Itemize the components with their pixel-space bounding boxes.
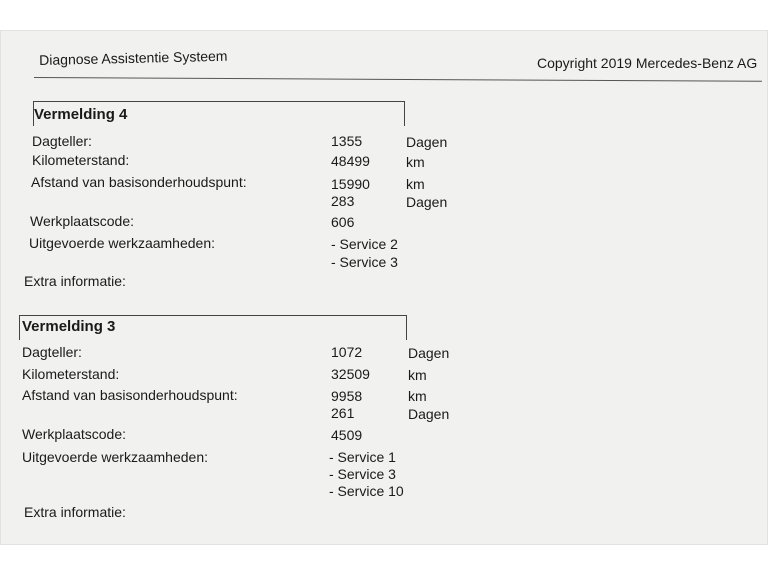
kilometerstand-label: Kilometerstand: <box>22 366 120 382</box>
service-item: - Service 3 <box>331 254 398 270</box>
kilometerstand-label: Kilometerstand: <box>32 152 130 168</box>
dagteller-unit: Dagen <box>408 345 450 361</box>
dagteller-unit: Dagen <box>406 134 448 150</box>
afstand-km-value: 9958 <box>331 388 363 404</box>
afstand-days-value: 261 <box>331 405 355 421</box>
werkplaatscode-label: Werkplaatscode: <box>22 426 127 442</box>
afstand-days-unit: Dagen <box>406 194 448 210</box>
dagteller-label: Dagteller: <box>32 133 92 149</box>
uitgevoerde-label: Uitgevoerde werkzaamheden: <box>29 235 215 251</box>
werkplaatscode-value: 4509 <box>331 427 363 443</box>
printout-page <box>0 30 768 545</box>
afstand-days-value: 283 <box>331 193 355 209</box>
service-item: - Service 1 <box>329 449 396 465</box>
section-title: Vermelding 4 <box>34 106 128 123</box>
section-title: Vermelding 3 <box>22 318 116 335</box>
afstand-days-unit: Dagen <box>408 406 450 422</box>
dagteller-value: 1072 <box>331 344 363 360</box>
afstand-km-unit: km <box>406 176 425 192</box>
service-item: - Service 2 <box>331 236 398 252</box>
extra-informatie-label: Extra informatie: <box>24 273 126 289</box>
kilometerstand-value: 48499 <box>331 153 370 169</box>
dagteller-label: Dagteller: <box>22 344 82 360</box>
afstand-label: Afstand van basisonderhoudspunt: <box>22 387 238 403</box>
service-item: - Service 3 <box>329 466 396 482</box>
werkplaatscode-value: 606 <box>331 214 355 230</box>
header-divider <box>34 77 762 82</box>
afstand-km-unit: km <box>408 388 427 404</box>
kilometerstand-unit: km <box>406 154 425 170</box>
copyright-notice: Copyright 2019 Mercedes-Benz AG <box>537 55 758 71</box>
uitgevoerde-label: Uitgevoerde werkzaamheden: <box>22 449 208 465</box>
werkplaatscode-label: Werkplaatscode: <box>30 213 135 229</box>
dagteller-value: 1355 <box>331 133 363 149</box>
afstand-label: Afstand van basisonderhoudspunt: <box>31 174 247 190</box>
extra-informatie-label: Extra informatie: <box>24 504 126 520</box>
service-item: - Service 10 <box>329 483 404 499</box>
kilometerstand-unit: km <box>408 367 427 383</box>
kilometerstand-value: 32509 <box>331 366 370 382</box>
afstand-km-value: 15990 <box>331 176 370 192</box>
document-title: Diagnose Assistentie Systeem <box>39 47 228 68</box>
